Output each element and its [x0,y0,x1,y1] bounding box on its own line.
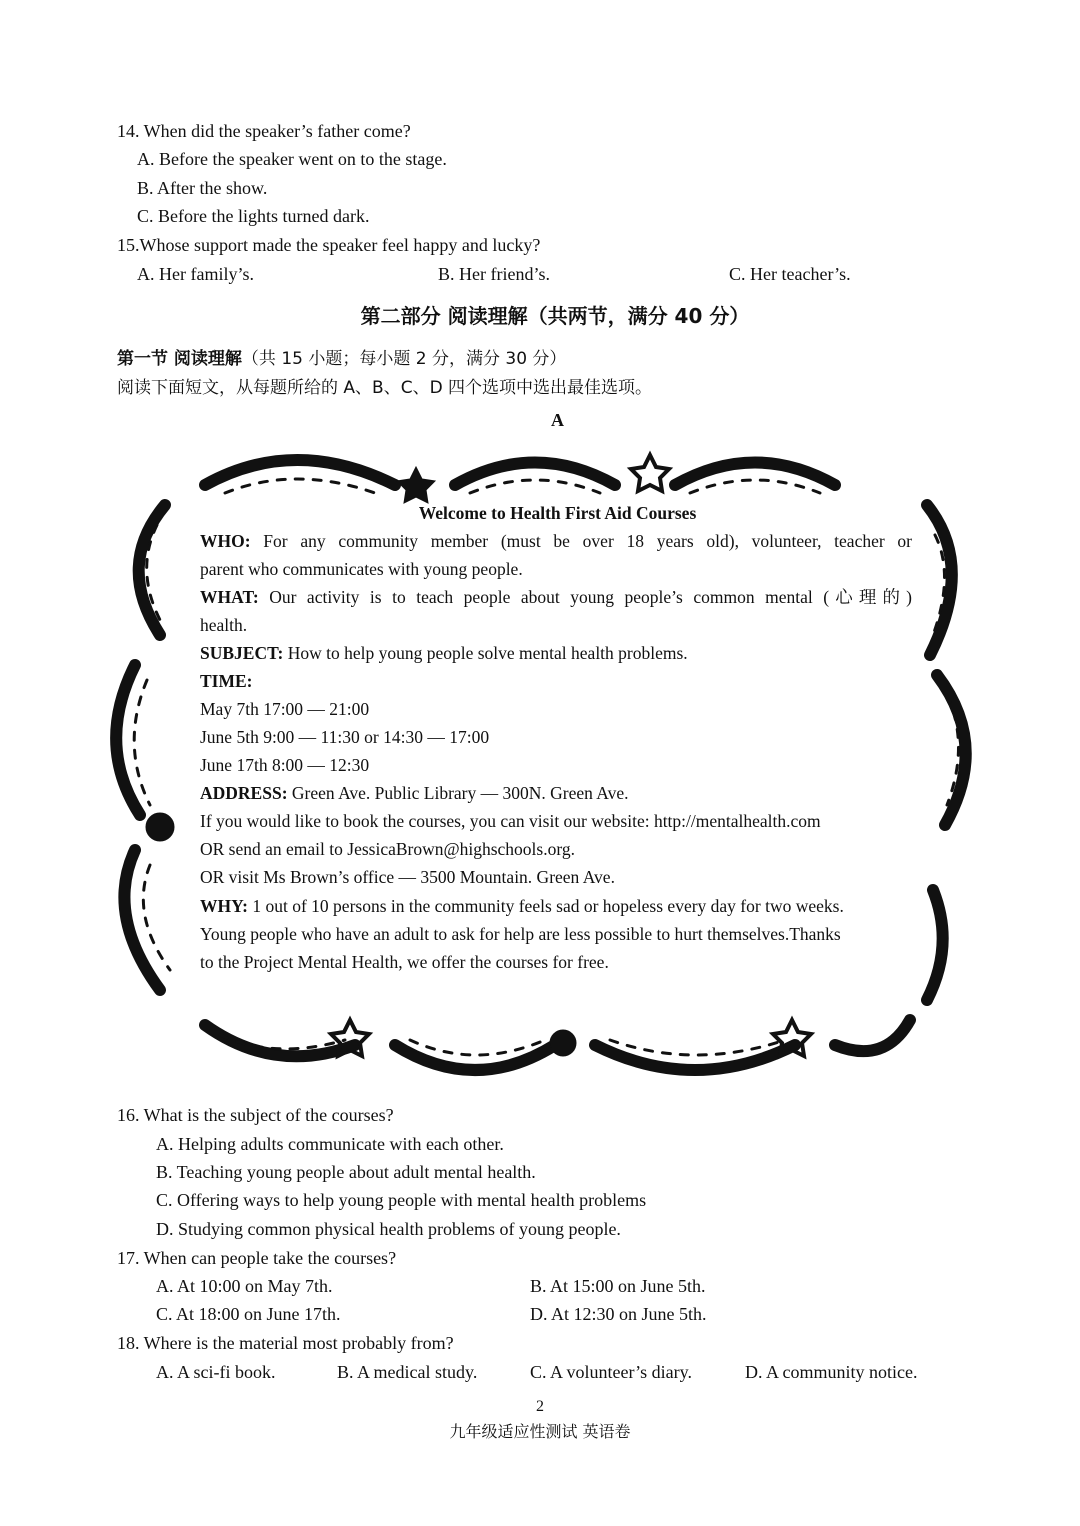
notice-time-3: June 17th 8:00 — 12:30 [200,755,370,775]
question-18: 18. Where is the material most probably from? [117,1333,454,1353]
question-16: 16. What is the subject of the courses? [117,1105,394,1125]
q14-option-a: A. Before the speaker went on to the stage. [137,149,447,169]
q15-option-a: A. Her family’s. [137,264,254,284]
notice-why-line3: to the Project Mental Health, we offer the courses for free. [200,952,609,972]
section1-label: 第一节 阅读理解 [117,349,242,369]
exam-title: 九年级适应性测试 英语卷 [449,1422,631,1441]
time-label: TIME: [200,671,253,691]
notice-office-line: OR visit Ms Brown’s office — 3500 Mountain. Green Ave. [200,867,615,887]
subject-text: How to help young people solve mental health problems. [287,643,688,663]
q17-option-d: D. At 12:30 on June 5th. [530,1304,707,1324]
question-15: 15.Whose support made the speaker feel happy and lucky? [117,235,541,255]
question-17: 17. When can people take the courses? [117,1248,397,1268]
q16-option-d: D. Studying common physical health problems of young people. [156,1219,621,1239]
address-label: ADDRESS: [200,783,288,803]
notice-who-line2: parent who communicates with young people. [200,559,523,579]
section1-note: （共 15 小题；每小题 2 分，满分 30 分） [241,349,567,369]
q15-option-c: C. Her teacher’s. [729,264,851,284]
q18-option-d: D. A community notice. [745,1362,918,1382]
notice-address [200,782,629,804]
q14-option-b: B. After the show. [137,178,268,198]
subject-label: SUBJECT: [200,643,284,663]
q16-option-c: C. Offering ways to help young people with mental health problems [156,1190,647,1210]
passage-letter: A [551,410,564,430]
notice-subject [200,642,688,664]
q16-option-b: B. Teaching young people about adult mental health. [156,1162,536,1182]
notice-who-line1 [200,530,912,552]
notice-time-1: May 7th 17:00 — 21:00 [200,699,370,719]
page-number: 2 [536,1398,544,1415]
q17-option-c: C. At 18:00 on June 17th. [156,1304,341,1324]
notice-email-line: OR send an email to JessicaBrown@highschools.org. [200,839,575,859]
q18-option-c: C. A volunteer’s diary. [530,1362,692,1382]
who-label: WHO: [200,531,251,551]
q18-option-b: B. A medical study. [337,1362,478,1382]
notice-why-line1 [200,895,844,917]
notice-title: Welcome to Health First Aid Courses [418,503,697,523]
notice-time-label [200,670,253,692]
section1-heading [117,348,566,370]
q17-option-b: B. At 15:00 on June 5th. [530,1276,706,1296]
notice-what-line1 [200,586,912,608]
what-label: WHAT: [200,587,259,607]
notice-what-line2: health. [200,615,248,635]
q16-option-a: A. Helping adults communicate with each other. [156,1134,504,1154]
q15-option-b: B. Her friend’s. [438,264,550,284]
q17-option-a: A. At 10:00 on May 7th. [156,1276,333,1296]
address-text: Green Ave. Public Library — 300N. Green Ave. [291,783,629,803]
notice-why-line2: Young people who have an adult to ask for help are less possible to hurt themselves.Thanks [200,924,841,944]
question-14: 14. When did the speaker’s father come? [117,121,411,141]
q14-option-c: C. Before the lights turned dark. [137,206,370,226]
q18-option-a: A. A sci-fi book. [156,1362,276,1382]
what-text-1: Our activity is to teach people about young people’s common mental (心理的) [269,587,913,607]
notice-book-line: If you would like to book the courses, you can visit our website: http://mentalhealth.com [200,811,821,831]
who-text-1: For any community member (must be over 18 years old), volunteer, teacher or [263,531,912,551]
notice-time-2: June 5th 9:00 — 11:30 or 14:30 — 17:00 [200,727,490,747]
reading-instruction: 阅读下面短文，从每题所给的 A、B、C、D 四个选项中选出最佳选项。 [117,378,653,398]
why-text-1: 1 out of 10 persons in the community feels sad or hopeless every day for two weeks. [252,896,844,916]
part2-title: 第二部分 阅读理解（共两节，满分 40 分） [360,304,750,328]
why-label: WHY: [200,896,248,916]
